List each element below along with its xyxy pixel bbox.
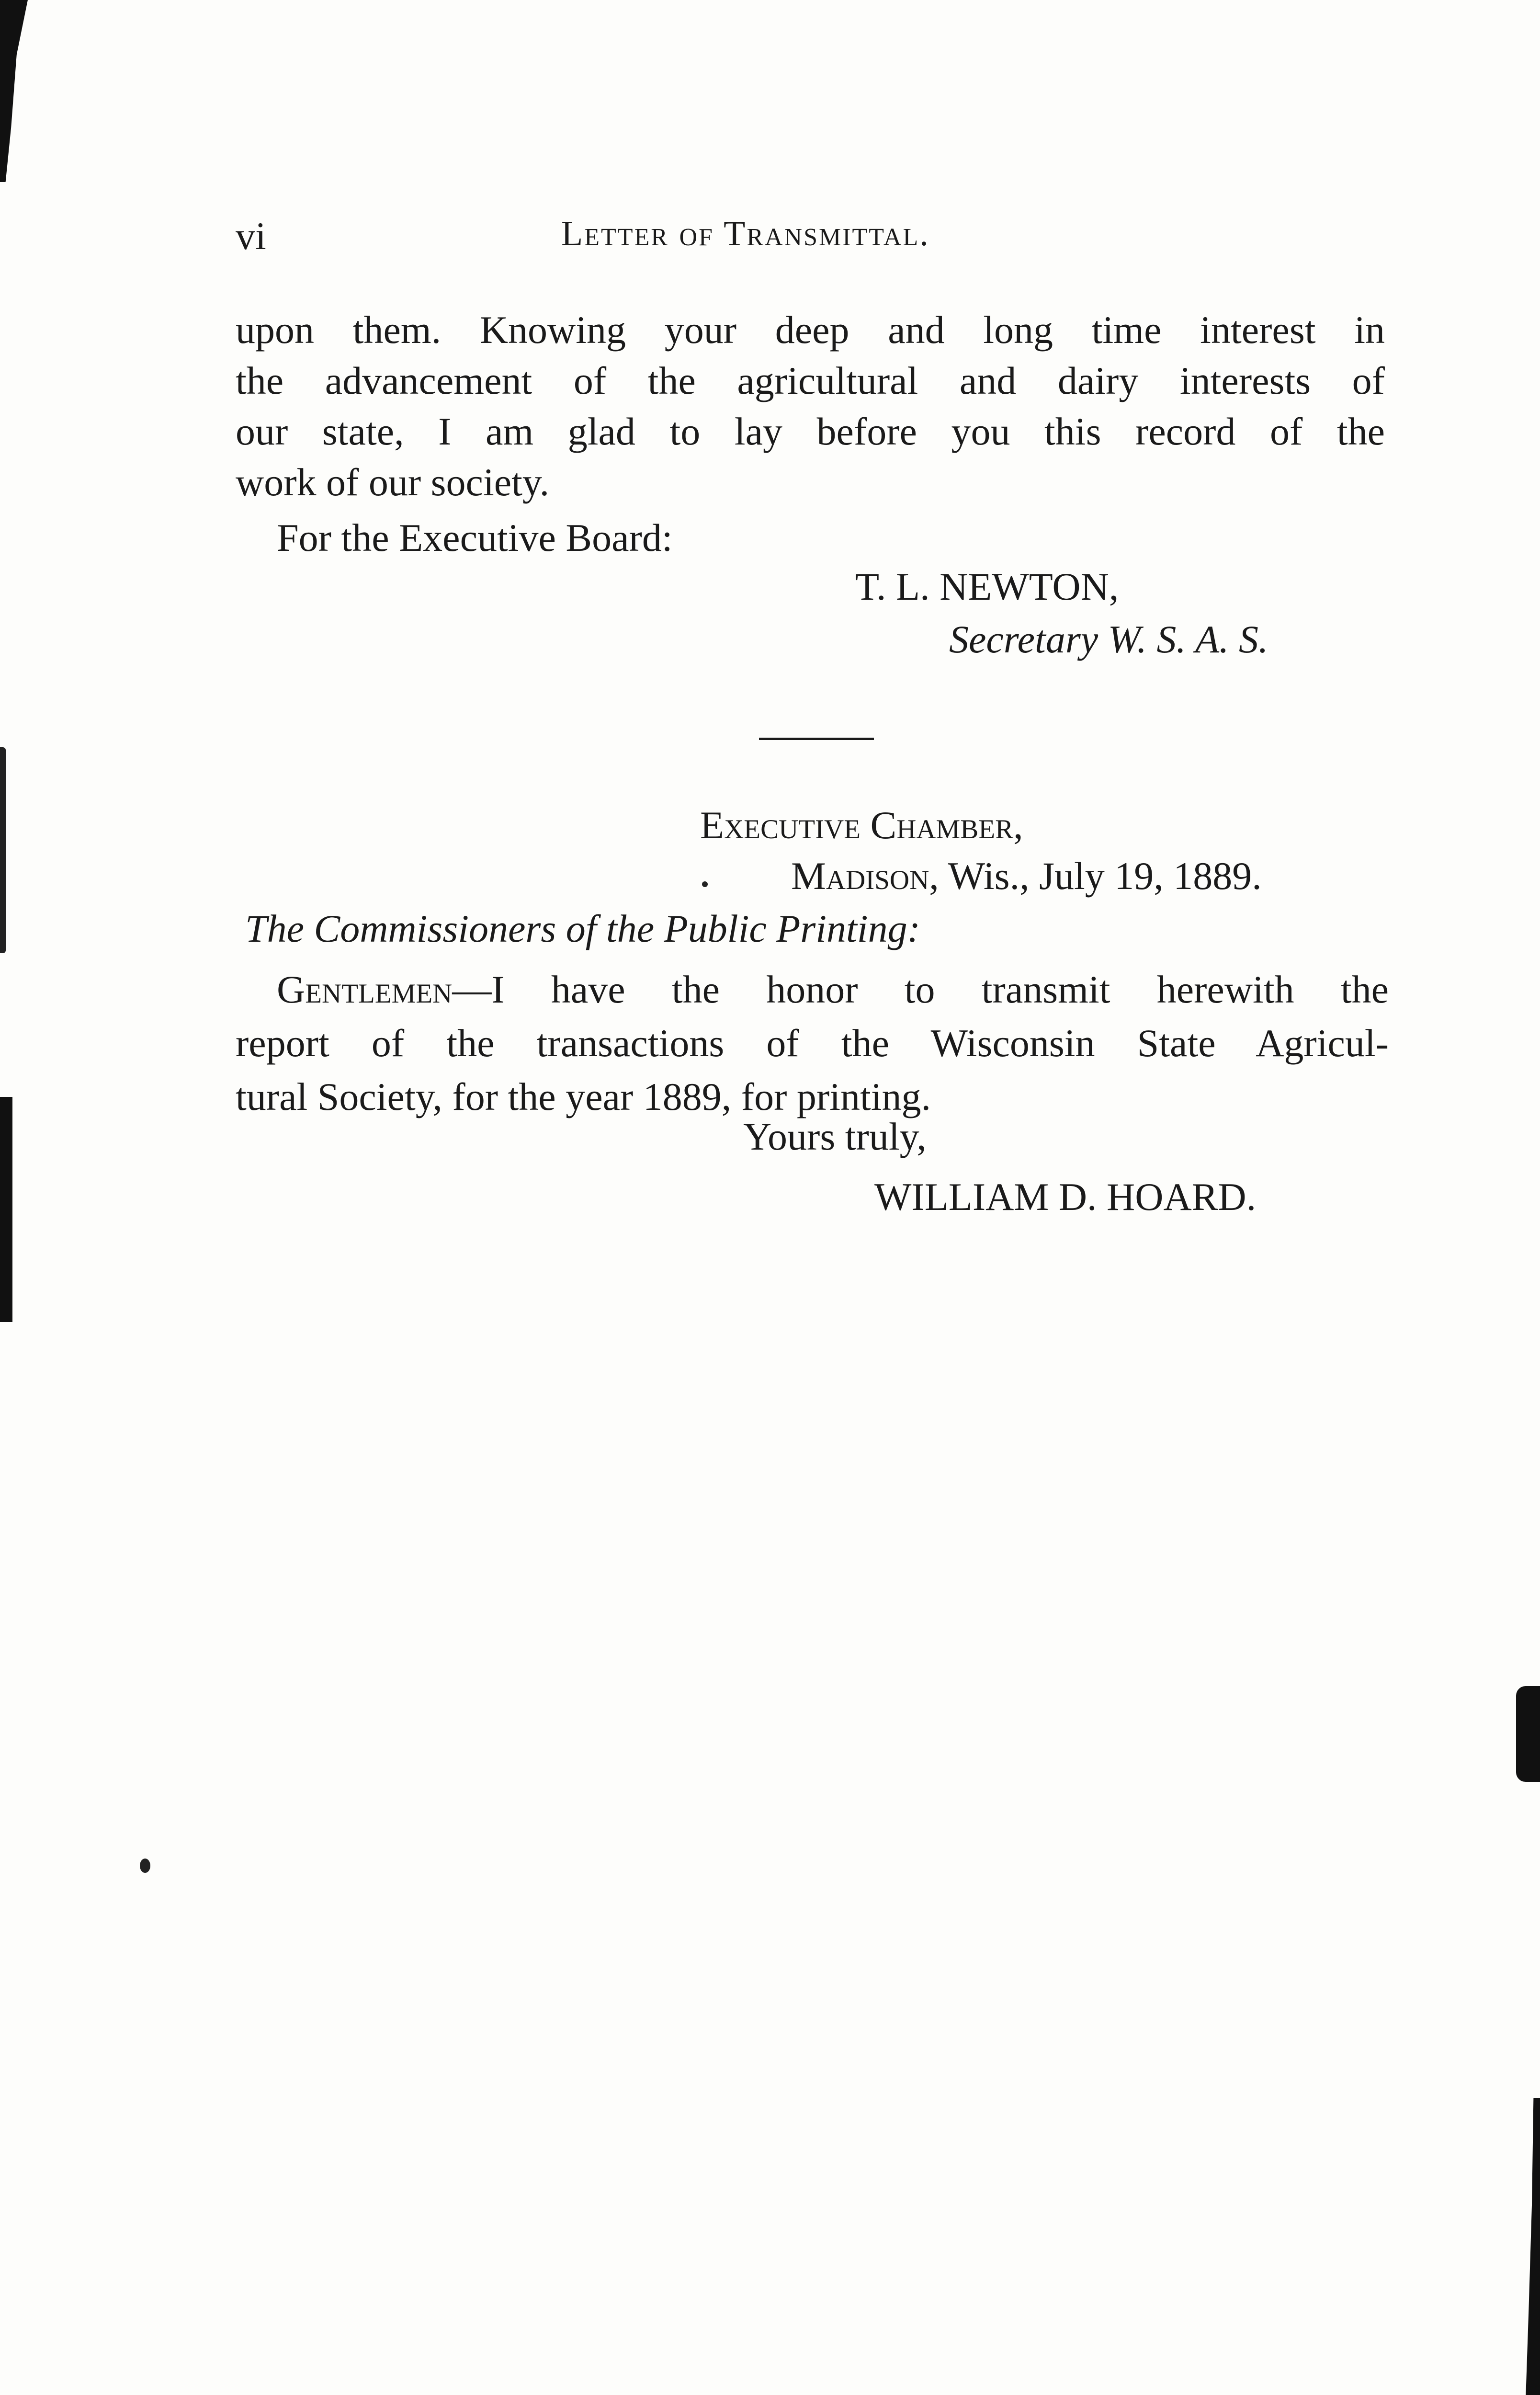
scan-speck	[702, 881, 708, 887]
text-line-content: —I have the honor to transmit herewith the	[452, 968, 1389, 1011]
letter2-date-city: Madison,	[791, 854, 939, 898]
letter2-salutation: Gentlemen	[277, 968, 453, 1011]
text-line: the advancement of the agricultural and dairy interests of	[236, 359, 1385, 402]
text-line: work of our society.	[236, 460, 550, 504]
scan-edge-artifact	[0, 0, 28, 182]
letter2-date-line	[791, 851, 1262, 901]
letter2-date-rest: Wis., July 19, 1889.	[939, 854, 1262, 898]
scan-edge-artifact	[1516, 1686, 1540, 1782]
scan-edge-artifact	[0, 747, 6, 953]
letter2-addressee: The Commissioners of the Public Printing:	[245, 907, 920, 950]
text-line	[236, 963, 1389, 1016]
scan-edge-artifact	[1524, 2098, 1540, 2395]
text-line: tural Society, for the year 1889, for printing.	[236, 1075, 931, 1118]
text-line: report of the transactions of the Wisconsin State Agricul-	[236, 1021, 1389, 1065]
text-line: our state, I am glad to lay before you this record of the	[236, 410, 1385, 453]
section-divider	[759, 738, 874, 740]
letter2-signature: WILLIAM D. HOARD.	[874, 1175, 1257, 1219]
letter1-signature-title: Secretary W. S. A. S.	[949, 617, 1268, 661]
letter2-closing: Yours truly,	[743, 1115, 927, 1158]
running-title: Letter of Transmittal.	[561, 214, 930, 253]
letter-body-1	[236, 305, 1385, 508]
letter2-place: Executive Chamber,	[700, 803, 1023, 847]
page-number: vi	[236, 214, 266, 258]
text-line: upon them. Knowing your deep and long time interest in	[236, 308, 1385, 352]
letter-body-2	[236, 963, 1389, 1124]
letter1-closing: For the Executive Board:	[277, 516, 673, 559]
letter1-signature: T. L. NEWTON,	[855, 565, 1119, 608]
scan-edge-artifact	[0, 1097, 12, 1322]
scan-speck	[140, 1859, 150, 1873]
